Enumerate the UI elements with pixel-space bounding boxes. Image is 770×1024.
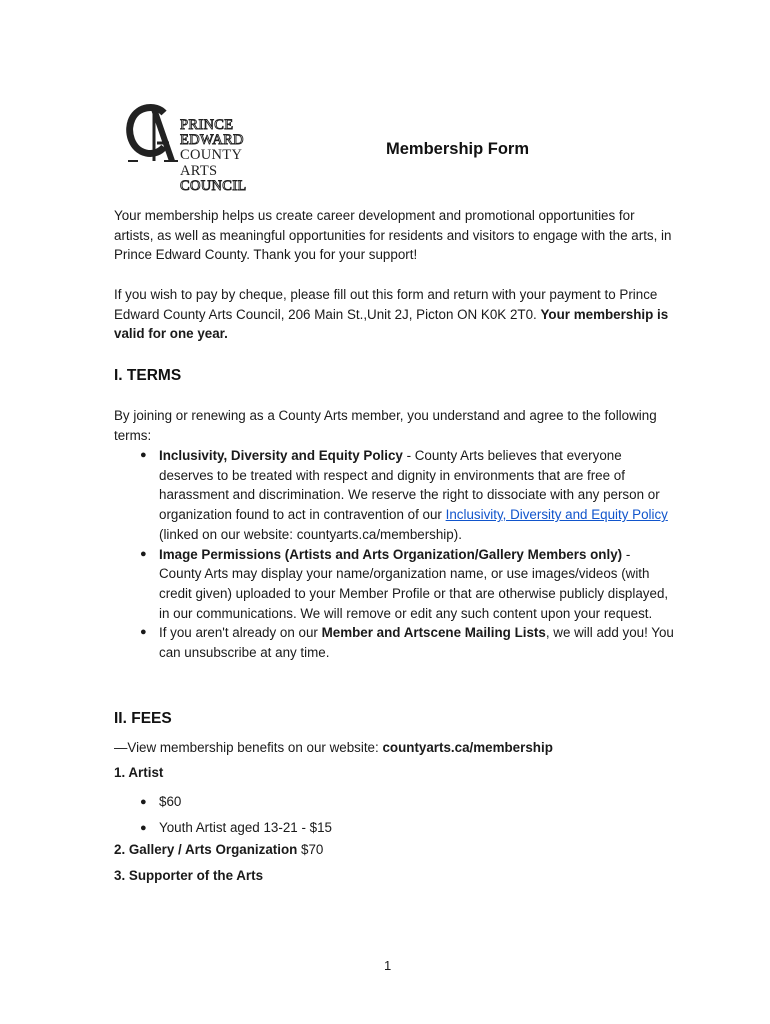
term-text: - County Arts may display your name/organization name, or use images/videos (with credit given) uploaded to your Member Profile or that are otherwise publicly displayed, in our communications. We will remove or edit any such content upon your request. xyxy=(159,546,669,621)
fees-view-prefix: —View membership benefits on our website: xyxy=(114,740,383,755)
term-text-before: If you aren't already on our xyxy=(159,625,322,641)
policy-link[interactable]: Inclusivity, Diversity and Equity Policy xyxy=(445,507,668,523)
county-arts-logo xyxy=(124,103,264,193)
logo-wordmark xyxy=(180,118,264,194)
logo-word: PRINCE xyxy=(180,117,234,133)
ca-monogram-icon xyxy=(124,103,180,165)
intro-paragraph: Your membership helps us create career development and promotional opportunities for artists, as well as meaningful opportunities for residents and visitors to engage with the arts, in Prince Edward County. Thank you for your support! xyxy=(114,208,672,263)
membership-url: countyarts.ca/membership xyxy=(382,740,553,755)
terms-heading: I. TERMS xyxy=(114,367,182,384)
fee-item: $60 xyxy=(159,794,182,809)
gallery-price: $70 xyxy=(297,842,324,857)
term-text: , we will add you! You can unsubscribe at any time. xyxy=(159,625,674,661)
gallery-label: 2. Gallery / Arts Organization xyxy=(114,842,298,857)
term-title: Member and Artscene Mailing Lists xyxy=(321,625,546,641)
logo-word: ARTS xyxy=(180,162,218,179)
fees-heading: II. FEES xyxy=(114,710,172,727)
terms-list xyxy=(114,446,674,663)
logo-word: COUNCIL xyxy=(180,177,247,194)
fee-item: Youth Artist aged 13-21 - $15 xyxy=(159,820,332,835)
bullet-icon: ● xyxy=(140,547,147,560)
validity-note: Your membership is valid for one year. xyxy=(114,306,669,342)
term-text-after: (linked on our website: countyarts.ca/membership). xyxy=(159,526,462,542)
bullet-icon: ● xyxy=(140,822,147,834)
bullet-icon: ● xyxy=(140,449,147,461)
list-item xyxy=(114,545,674,624)
term-title: Image Permissions (Artists and Arts Organization/Gallery Members only) xyxy=(159,546,623,562)
terms-lead: By joining or renewing as a County Arts member, you understand and agree to the following terms: xyxy=(114,408,657,443)
supporter-heading: 3. Supporter of the Arts xyxy=(114,868,264,883)
cheque-instructions: If you wish to pay by cheque, please fill out this form and return with your payment to Prince Edward County Arts Council, 206 Main St.,Unit 2J, Picton ON K0K 2T0. xyxy=(114,287,658,322)
gallery-fee-line xyxy=(114,840,323,859)
list-item xyxy=(114,623,674,662)
term-title: Inclusivity, Diversity and Equity Policy xyxy=(159,448,403,463)
fees-view-line xyxy=(114,738,553,757)
cheque-paragraph xyxy=(114,285,674,344)
artist-heading: 1. Artist xyxy=(114,765,164,780)
page-title: Membership Form xyxy=(386,140,530,158)
list-item xyxy=(114,815,674,841)
artist-fee-list xyxy=(114,789,674,841)
term-text: - County Arts believes that everyone deserves to be treated with respect and dignity in environments that are free of harassment and discrimination. We reserve the right to dissociate with any person or organization found to act in contravention of our xyxy=(159,448,660,523)
bullet-icon: ● xyxy=(140,796,147,808)
bullet-icon: ● xyxy=(140,626,147,639)
logo-word: COUNTY xyxy=(180,147,243,164)
page-number: 1 xyxy=(384,958,392,973)
logo-word: EDWARD xyxy=(180,132,244,149)
list-item xyxy=(114,446,674,545)
list-item xyxy=(114,789,674,815)
